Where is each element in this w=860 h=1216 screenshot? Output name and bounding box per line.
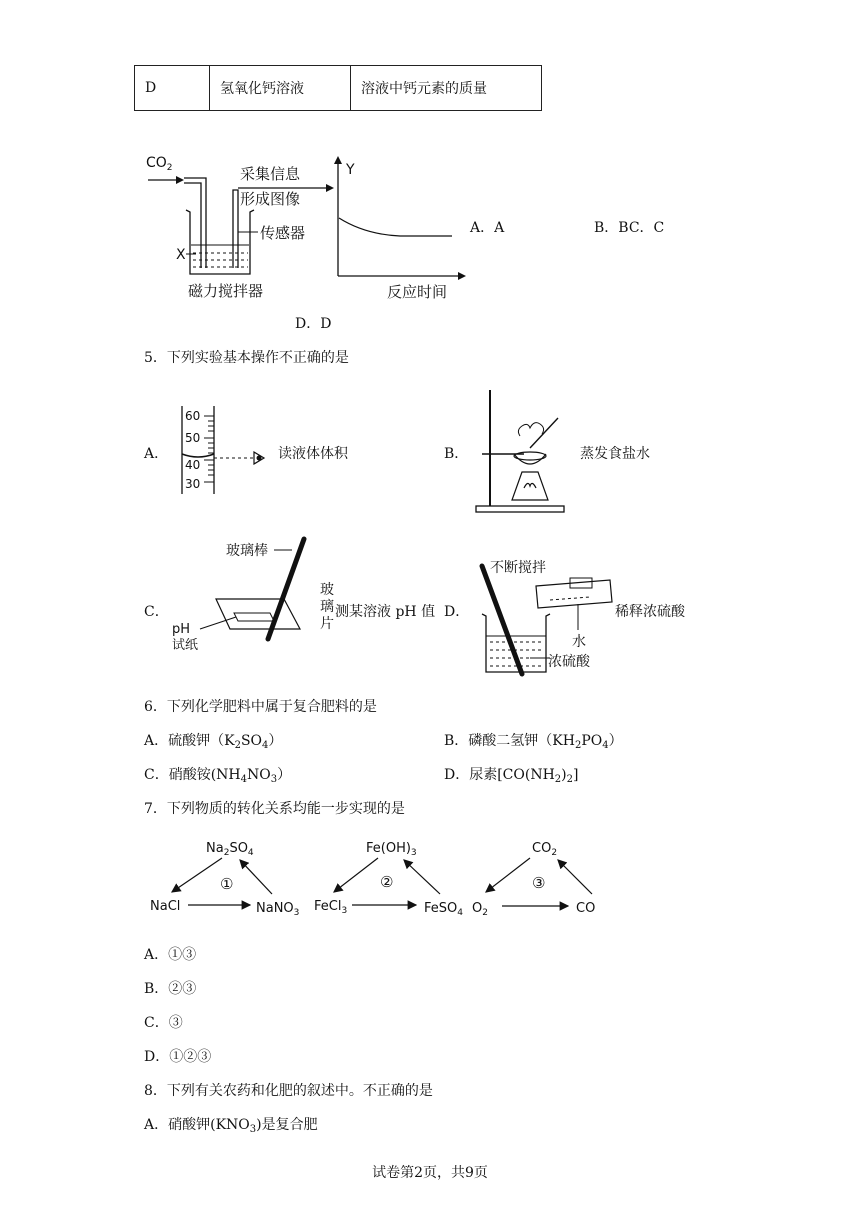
q7-stem: 7．下列物质的转化关系均能一步实现的是 xyxy=(144,801,405,817)
answer-table xyxy=(134,65,542,111)
diagram-2 xyxy=(314,841,463,918)
sensor-probe xyxy=(233,190,238,268)
cyl-tick-30: 30 xyxy=(185,477,201,491)
q8-option-a[interactable]: A．硝酸钾$(KNO_3)$是复合肥 xyxy=(144,1117,318,1135)
page-footer: 试卷第2页，共9页 xyxy=(372,1165,488,1181)
q6-stem: 6．下列化学肥料中属于复合肥料的是 xyxy=(144,699,377,715)
q8-stem: 8．下列有关农药和化肥的叙述中。不正确的是 xyxy=(144,1083,433,1099)
beaker xyxy=(186,210,254,274)
q5-c-text: 测某溶液 pH 值 xyxy=(335,604,436,620)
table-cell-label: D xyxy=(135,66,210,111)
q5-stem: 5．下列实验基本操作不正确的是 xyxy=(144,350,349,366)
svg-text:CO: CO xyxy=(576,901,596,916)
cyl-tick-40: 40 xyxy=(185,458,201,472)
table-row xyxy=(135,66,542,111)
q4-option-d[interactable]: D．D xyxy=(295,316,332,332)
sensor-label: 传感器 xyxy=(260,224,306,242)
q5-b-text: 蒸发食盐水 xyxy=(580,446,650,462)
graduated-cylinder-figure xyxy=(168,402,278,498)
conversion-diagrams xyxy=(140,832,620,922)
q7-option-b[interactable]: B．②③ xyxy=(144,981,197,997)
svg-text:O2: $O_2$ xyxy=(472,901,488,918)
cyl-tick-50: 50 xyxy=(185,431,201,445)
svg-text:Fe(OH)3: $Fe(OH)_3$ xyxy=(366,841,417,858)
q6-option-b[interactable]: B．磷酸二氢钾$(KH_2PO_4)$ xyxy=(444,733,623,751)
info-label-1: 采集信息 xyxy=(240,165,301,183)
svg-text:NaNO3: NaNO$_3$ xyxy=(256,901,300,918)
svg-text:CO2: $CO_2$ xyxy=(532,841,558,858)
acid-label: 浓硫酸 xyxy=(548,654,590,670)
q6-option-c[interactable]: C．硝酸铵$(NH_4NO_3)$ xyxy=(144,767,292,785)
ph-label: pH xyxy=(172,622,191,637)
x-axis-label: 反应时间 xyxy=(387,283,448,301)
ph-test-figure xyxy=(170,535,342,653)
evaporation-figure xyxy=(472,388,572,516)
svg-text:FeSO4: FeSO$_4$ xyxy=(424,901,463,918)
co2-label: $CO_2$ xyxy=(146,155,173,173)
cyl-tick-60: 60 xyxy=(185,409,201,423)
dilution-figure xyxy=(470,556,620,680)
stir-label: 不断搅拌 xyxy=(490,560,546,576)
pouring-beaker xyxy=(536,580,612,608)
q5-b-letter[interactable]: B． xyxy=(444,446,469,462)
stirrer-label: 磁力搅拌器 xyxy=(188,282,264,300)
q6-option-a[interactable]: A．硫酸钾$(K_2SO_4)$ xyxy=(144,733,283,751)
q5-a-text: 读液体体积 xyxy=(278,446,348,462)
x-label: X xyxy=(176,247,186,263)
paper-label: 试纸 xyxy=(172,638,199,653)
q4-option-a[interactable]: A．A xyxy=(470,220,505,236)
y-axis-label: Y xyxy=(346,162,355,178)
q5-c-letter[interactable]: C． xyxy=(144,604,169,620)
svg-text:FeCl3: FeCl$_3$ xyxy=(314,899,348,916)
svg-text:NaCl: NaCl xyxy=(150,899,181,914)
diagram-3 xyxy=(472,841,595,918)
co2-arrowhead xyxy=(176,176,184,184)
info-label-2: 形成图像 xyxy=(240,190,301,208)
q7-option-d[interactable]: D．①②③ xyxy=(144,1049,212,1065)
y-curve xyxy=(339,218,452,236)
q7-option-c[interactable]: C．③ xyxy=(144,1015,183,1031)
sensor-experiment-figure xyxy=(140,150,480,310)
water-label: 水 xyxy=(572,634,586,650)
svg-text:②: ② xyxy=(380,873,394,891)
q5-d-text: 稀释浓硫酸 xyxy=(615,604,685,620)
table-cell-quantity: 溶液中钙元素的质量 xyxy=(351,66,542,111)
svg-text:Na2SO4: $Na_2SO_4$ xyxy=(206,841,254,858)
table-cell-reagent: 氢氧化钙溶液 xyxy=(210,66,351,111)
diagram-1 xyxy=(150,841,299,918)
glass-label: 玻 璃 片 xyxy=(320,582,334,632)
q5-d-letter[interactable]: D． xyxy=(444,604,470,620)
svg-text:①: ① xyxy=(220,875,234,893)
q5-a-letter[interactable]: A． xyxy=(144,446,169,462)
rod-label: 玻璃棒 xyxy=(226,543,268,559)
q7-option-a[interactable]: A．①③ xyxy=(144,947,197,963)
q6-option-d[interactable]: D．尿素$[CO(NH_2)_2]$ xyxy=(444,767,579,785)
svg-text:③: ③ xyxy=(532,874,546,892)
q4-option-bc[interactable]: B．BC．C xyxy=(594,220,665,236)
